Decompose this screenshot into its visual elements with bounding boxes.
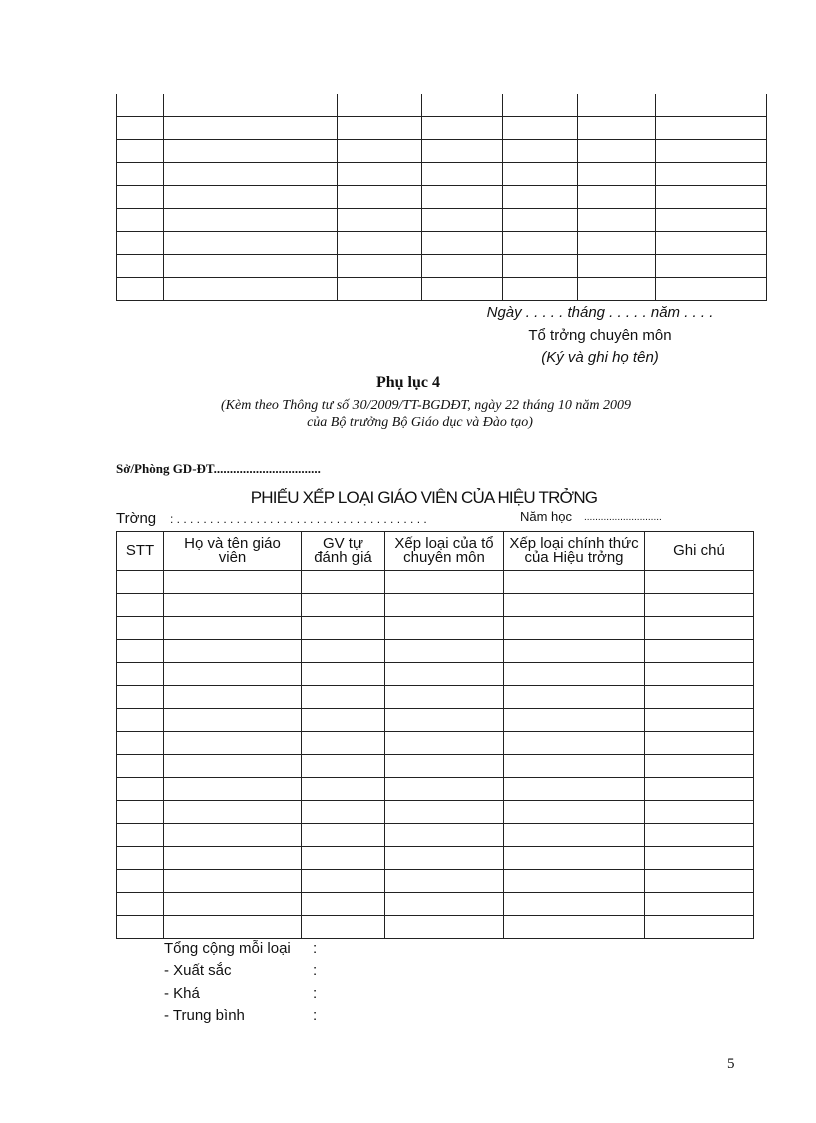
table-cell [578,254,656,277]
table-cell [164,116,338,139]
table-cell [385,893,504,916]
table-cell [656,139,767,162]
table-row [117,709,754,732]
table-cell [422,139,503,162]
table-row [117,847,754,870]
table-cell [117,617,164,640]
table-cell [302,801,385,824]
table-cell [164,594,302,617]
table-cell [656,208,767,231]
table-cell [503,162,578,185]
table-cell [385,686,504,709]
school-dots: : . . . . . . . . . . . . . . . . . . . . . . . . . . . . . . . . . . . . . . [170,512,427,526]
table-cell [117,139,164,162]
table-cell [302,663,385,686]
table-cell [578,185,656,208]
table-cell [645,686,754,709]
summary-average: - Trung bình : [164,1007,318,1024]
table-row [117,663,754,686]
table-cell [656,277,767,300]
table-row [117,870,754,893]
table-cell [422,116,503,139]
table-cell [117,594,164,617]
summary-good: - Khá : [164,985,318,1002]
table-cell [645,709,754,732]
table-cell [504,571,645,594]
table-cell [117,893,164,916]
table-cell [385,870,504,893]
table-cell [385,916,504,939]
table-cell [302,617,385,640]
table-cell [302,847,385,870]
table-cell [645,732,754,755]
table-cell [164,617,302,640]
table-cell [302,755,385,778]
table-cell [385,847,504,870]
table-cell [164,755,302,778]
table-cell [338,208,422,231]
table-cell [385,594,504,617]
table-cell [385,571,504,594]
table-cell [578,116,656,139]
table-row [117,116,767,139]
table-row [117,801,754,824]
table-cell [117,277,164,300]
table-cell [645,778,754,801]
table-cell [645,755,754,778]
table-cell [645,847,754,870]
table-cell [338,116,422,139]
table-cell [578,139,656,162]
table-cell [117,709,164,732]
table-cell [385,663,504,686]
table-cell [503,231,578,254]
table-cell [302,916,385,939]
table-cell [302,870,385,893]
table-cell [656,116,767,139]
table-cell [117,732,164,755]
table-cell [645,594,754,617]
table-row [117,208,767,231]
header-official-rating: Xếp loại chính thức của Hiệu trởng [504,532,645,571]
table-cell [164,277,338,300]
table-cell [385,755,504,778]
table-row [117,594,754,617]
department-line: Sở/Phòng GD-ĐT................................. [116,461,321,476]
table-cell [164,139,338,162]
table-cell [422,277,503,300]
table-cell [385,801,504,824]
year-dots: ............................ [584,512,662,523]
school-label: Trờng [116,510,157,527]
appendix-subtitle-1: (Kèm theo Thông tư số 30/2009/TT-BGDĐT, ngày 22 tháng 10 năm 2009 [220,398,631,413]
table-cell [117,162,164,185]
table-cell [164,571,302,594]
table-cell [645,617,754,640]
table-cell [645,916,754,939]
table-row [117,686,754,709]
header-name: Họ và tên giáo viên [164,532,302,571]
table-cell [645,870,754,893]
table-cell [504,640,645,663]
table-cell [504,663,645,686]
table-cell [164,778,302,801]
table-cell [503,139,578,162]
table-cell [117,94,164,116]
table-cell [645,824,754,847]
table-cell [338,254,422,277]
table-cell [503,254,578,277]
table-row [117,778,754,801]
table-cell [656,254,767,277]
table-cell [117,231,164,254]
table-row [117,916,754,939]
table-cell [164,254,338,277]
table-cell [504,594,645,617]
table-cell [302,824,385,847]
table-row [117,617,754,640]
table-cell [503,277,578,300]
table-cell [338,277,422,300]
table-cell [338,185,422,208]
header-group-rating: Xếp loại của tổ chuyên môn [385,532,504,571]
table-cell [645,640,754,663]
table-cell [117,778,164,801]
table-cell [504,870,645,893]
signer-role: Tổ trởng chuyên môn [528,327,672,344]
table-cell [164,208,338,231]
header-notes: Ghi chú [645,532,754,571]
table-cell [504,893,645,916]
table-cell [656,231,767,254]
table-cell [338,231,422,254]
table-cell [504,732,645,755]
table-cell [117,824,164,847]
signature-note: (Ký và ghi họ tên) [541,349,659,366]
table-cell [578,162,656,185]
table-cell [117,801,164,824]
table-cell [503,116,578,139]
summary-excellent: - Xuất sắc : [164,962,318,979]
form-title: PHIẾU XẾP LOẠI GIÁO VIÊN CỦA HIỆU TRỞNG [250,488,598,507]
table-cell [504,617,645,640]
table-cell [338,162,422,185]
table-row [117,640,754,663]
table-cell [504,778,645,801]
table-cell [164,870,302,893]
table-cell [164,94,338,116]
table-cell [302,640,385,663]
table-cell [117,847,164,870]
table-cell [422,94,503,116]
table-cell [656,185,767,208]
table-cell [385,640,504,663]
table-cell [578,208,656,231]
table-row [117,571,754,594]
table-cell [503,94,578,116]
table-cell [385,709,504,732]
table-cell [164,824,302,847]
table-cell [338,94,422,116]
table-cell [302,732,385,755]
table-cell [117,870,164,893]
table-row [117,231,767,254]
appendix-title: Phụ lục 4 [375,374,440,391]
table-cell [164,709,302,732]
table-cell [302,594,385,617]
table-cell [164,916,302,939]
table-row [117,755,754,778]
table-cell [302,686,385,709]
table-cell [578,277,656,300]
table-cell [385,824,504,847]
table-row [117,824,754,847]
table-cell [117,663,164,686]
table-cell [164,231,338,254]
table-cell [422,231,503,254]
table-cell [338,139,422,162]
table-cell [164,663,302,686]
table-cell [164,686,302,709]
table-cell [302,893,385,916]
table-row [117,162,767,185]
table-cell [117,640,164,663]
table-cell [504,824,645,847]
table-cell [645,571,754,594]
table-cell [645,663,754,686]
table-cell [117,116,164,139]
table-cell [422,185,503,208]
table-cell [385,617,504,640]
table-cell [503,208,578,231]
table-cell [164,185,338,208]
page-number: 5 [727,1056,735,1072]
table-cell [504,847,645,870]
table-cell [578,94,656,116]
table-row [117,277,767,300]
header-self-rating: GV tự đánh giá [302,532,385,571]
table-cell [164,732,302,755]
table-cell [164,847,302,870]
summary-total: Tổng cộng mỗi loại : [164,940,318,957]
table-cell [578,231,656,254]
table-cell [302,571,385,594]
table-cell [117,208,164,231]
table-cell [117,185,164,208]
table-cell [117,686,164,709]
table-cell [504,801,645,824]
teacher-rating-table [116,531,754,939]
table-row [117,94,767,116]
table-cell [504,686,645,709]
table-cell [302,778,385,801]
table-row [117,732,754,755]
table-row [117,254,767,277]
table-cell [302,709,385,732]
table-cell [422,162,503,185]
table-cell [164,893,302,916]
table-row [117,185,767,208]
table-cell [645,893,754,916]
table-cell [656,94,767,116]
table-row [117,893,754,916]
table-cell [164,162,338,185]
table-cell [117,254,164,277]
table-cell [504,709,645,732]
date-line: Ngày . . . . . tháng . . . . . năm . . . . [486,304,714,321]
table-cell [164,640,302,663]
table-cell [503,185,578,208]
table-cell [656,162,767,185]
continued-table [116,94,767,301]
appendix-subtitle-2: của Bộ trưởng Bộ Giáo dục và Đào tạo) [307,415,533,430]
table-cell [645,801,754,824]
table-cell [385,732,504,755]
table-row [117,139,767,162]
header-stt: STT [117,532,164,571]
table-cell [385,778,504,801]
table-cell [117,571,164,594]
table-cell [504,755,645,778]
table-cell [164,801,302,824]
year-label: Năm học [520,509,573,524]
table-cell [504,916,645,939]
table-cell [422,208,503,231]
table-cell [117,916,164,939]
table-cell [117,755,164,778]
table-cell [422,254,503,277]
